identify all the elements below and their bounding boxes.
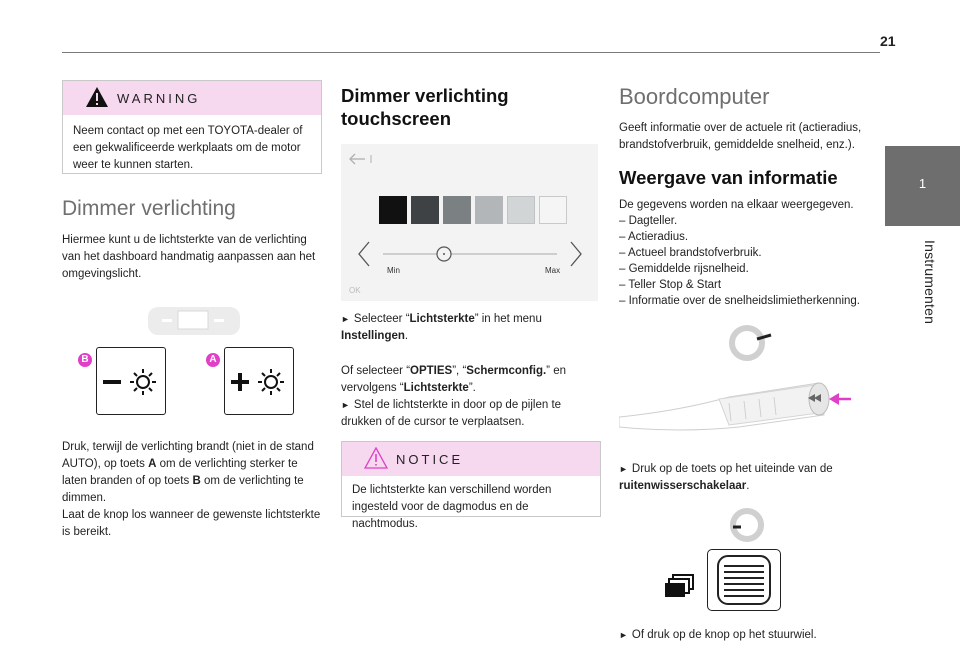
slider-min-label: Min: [387, 266, 400, 275]
boordcomputer-step-1: ► Druk op de toets op het uiteinde van de ruitenwisserschakelaar.: [619, 463, 833, 492]
list-item: – Actueel brandstofverbruik.: [619, 245, 879, 261]
dimmer-release: Laat de knop los wanneer de gewenste lichtsterkte is bereikt.: [62, 509, 321, 538]
touchscreen-illustration: [341, 144, 598, 301]
warning-header: [63, 81, 321, 115]
list-item: – Informatie over de snelheidslimietherkenning.: [619, 293, 879, 309]
notice-title: NOTICE: [396, 452, 464, 467]
notice-text: De lichtsterkte kan verschillend worden ingesteld voor de dagmodus en de nachtmodus.: [352, 484, 552, 530]
page-number: 21: [880, 33, 896, 49]
dashboard-illustration: [62, 297, 322, 345]
column-2: [341, 80, 601, 530]
warning-triangle-icon: [85, 86, 109, 108]
swatch-lightgray[interactable]: [475, 196, 503, 224]
section-heading-touchscreen: Dimmer verlichting touchscreen: [341, 85, 509, 129]
swatch-black[interactable]: [379, 196, 407, 224]
chapter-tab-number: 1: [918, 176, 927, 191]
dim-up-button[interactable]: [224, 347, 294, 415]
steering-wheel-icon: [619, 503, 879, 543]
section-heading-boordcomputer: Boordcomputer: [619, 84, 770, 109]
notice-triangle-icon: [364, 447, 388, 469]
ok-button[interactable]: OK: [349, 286, 361, 295]
info-list: [619, 213, 879, 309]
swatch-darkgray[interactable]: [411, 196, 439, 224]
back-arrow-icon: [347, 152, 377, 166]
label-b-badge: B: [78, 353, 92, 367]
dimmer-instruction: Druk, terwijl de verlichting brandt (niet in de stand AUTO), op toets A om de verlichting sterker te laten branden of op toets B om de verlichting te dimmen.: [62, 441, 314, 504]
slider-max-label: Max: [545, 266, 561, 275]
steering-button-illustration[interactable]: [619, 549, 879, 615]
thumbwheel-button[interactable]: [707, 549, 781, 611]
column-1: [62, 80, 322, 541]
minus-sun-icon: [97, 348, 165, 414]
dim-down-button[interactable]: [96, 347, 166, 415]
section-heading-dimmer: Dimmer verlichting: [62, 197, 236, 220]
touchscreen-step-2: ► Stel de lichtsterkte in door op de pijlen te drukken of de cursor te verplaatsen.: [341, 399, 562, 428]
swatch-lighter[interactable]: [507, 196, 535, 224]
wiper-stalk-illustration[interactable]: [619, 367, 879, 443]
notice-box: [341, 441, 601, 530]
boordcomputer-step-2: ► Of druk op de knop op het stuurwiel.: [619, 629, 817, 641]
label-a-badge: A: [206, 353, 220, 367]
touchscreen-alternative: Of selecteer “OPTIES”, “Schermconfig.” en vervolgens “Lichtsterkte”.: [341, 365, 566, 394]
warning-title: WARNING: [117, 91, 201, 106]
list-item: – Dagteller.: [619, 213, 879, 229]
column-3: [619, 80, 879, 644]
swatch-white[interactable]: [539, 196, 567, 224]
chapter-tab[interactable]: [885, 146, 960, 226]
pages-icon: [665, 573, 695, 599]
boordcomputer-intro: Geeft informatie over de actuele rit (actieradius, brandstofverbruik, gemiddelde snelheid, enz.).: [619, 122, 862, 151]
steering-wheel-icon: [619, 321, 879, 363]
subheading-weergave: Weergave van informatie: [619, 167, 838, 188]
chapter-label: Instrumenten: [922, 240, 938, 325]
plus-sun-icon: [225, 348, 293, 414]
list-item: – Teller Stop & Start: [619, 277, 879, 293]
list-intro: De gegevens worden na elkaar weergegeven.: [619, 199, 854, 211]
list-item: – Actieradius.: [619, 229, 879, 245]
notice-header: [342, 442, 600, 476]
touchscreen-step-1: ► Selecteer “Lichtsterkte” in het menu Instellingen.: [341, 313, 542, 342]
list-item: – Gemiddelde rijsnelheid.: [619, 261, 879, 277]
warning-text: Neem contact op met een TOYOTA-dealer of een gekwalificeerde werkplaats om de motor weer te kunnen starten.: [73, 125, 303, 171]
dimmer-intro: Hiermee kunt u de lichtsterkte van de verlichting van het dashboard handmatig aanpassen aan het omgevingslicht.: [62, 234, 316, 280]
warning-box: [62, 80, 322, 174]
top-rule: [62, 52, 880, 53]
thumbwheel-icon: [708, 550, 780, 610]
dimmer-buttons: [62, 347, 322, 419]
swatch-gray[interactable]: [443, 196, 471, 224]
